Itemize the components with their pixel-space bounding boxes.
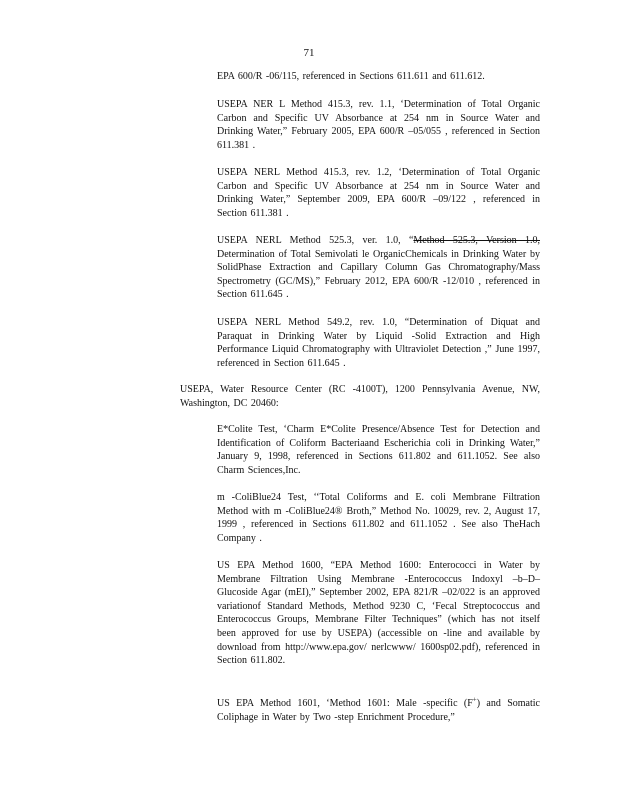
page-number: 71 xyxy=(303,47,315,59)
entry-lead-text: USEPA NERL Method 525.3, ver. 1.0, “ xyxy=(217,235,414,246)
address-heading: USEPA, Water Resource Center (RC -4100T), 1200 Pennsylvania Avenue, NW, Washington, DC 20460: xyxy=(180,384,540,409)
reference-entry-method-1601 xyxy=(217,697,540,724)
superscript-plus: + xyxy=(472,695,477,704)
reference-entry-m-coliblue24-test: m -ColiBlue24 Test, ‘‘Total Coliforms and E. coli Membrane Filtration Method with m -ColiBlue24® Broth,” Method No. 10029, rev. 2, August 17, 1999 , referenced in Sections 611.802 and 611.1052 . See also TheHach Company . xyxy=(217,492,540,544)
reference-entry-method-525-3 xyxy=(217,234,540,302)
reference-entry-method-415-3-rev-1-2: USEPA NERL Method 415.3, rev. 1.2, ‘Determination of Total Organic Carbon and Specific UV Absorbance at 254 nm in Source Water and Drinking Water,” September 2009, EPA 600/R –09/122 , referenced in Section 611.381 . xyxy=(217,167,540,219)
reference-entry-method-415-3-rev-1-1: USEPA NER L Method 415.3, rev. 1.1, ‘Determination of Total Organic Carbon and Specific UV Absorbance at 254 nm in Source Water and Drinking Water,” February 2005, EPA 600/R –05/055 , referenced in Section 611.381 . xyxy=(217,99,540,151)
entry-body-text: Determination of Total Semivolati le OrganicChemicals in Drinking Water by SolidPhase Extraction and Capillary Column Gas Chromatography/Mass Spectrometry (GC/MS),” February 2012, EPA 600/R -12/010 , referenced in Section 611.645 . xyxy=(217,248,540,301)
reference-entry-ecolite-test: E*Colite Test, ‘Charm E*Colite Presence/Absence Test for Detection and Identification of Coliform Bacteriaand Escherichia coli in Drinking Water,” January 9, 1998, referenced in Sections 611.802 and 611.1052. See also Charm Sciences,Inc. xyxy=(217,424,540,476)
reference-entry-method-549-2: USEPA NERL Method 549.2, rev. 1.0, “Determination of Diquat and Paraquat in Drinking Water by Liquid -Solid Extraction and High Performance Liquid Chromatography with Ultraviolet Detection ,” June 1997, referenced in Section 611.645 . xyxy=(217,317,540,369)
entry-body-text: ) and Somatic Coliphage in Water by Two -step Enrichment Procedure,” xyxy=(217,698,540,723)
struck-text: Method 525.3, Version 1.0, xyxy=(413,235,540,246)
entry-lead-text: US EPA Method 1601, ‘Method 1601: Male -specific (F xyxy=(217,698,473,709)
reference-entry-epa-600-r-06-115: EPA 600/R -06/115, referenced in Sections 611.611 and 611.612. xyxy=(217,71,485,82)
reference-entry-method-1600: US EPA Method 1600, “EPA Method 1600: Enterococci in Water by Membrane Filtration Using Membrane -Enterococcus Indoxyl –b–D–Glucoside Agar (mEI),” September 2002, EPA 821/R –02/022 is an approved variationof Standard Methods, Method 9230 C, ‘Fecal Streptococcus and Enterococcus Groups, Membrane Filter Techniques” (which has not itself been approved for use by USEPA) (accessible on -line and available by download from http://www.epa.gov/ nerlcwww/ 1600sp02.pdf), referenced in Section 611.802. xyxy=(217,560,540,667)
